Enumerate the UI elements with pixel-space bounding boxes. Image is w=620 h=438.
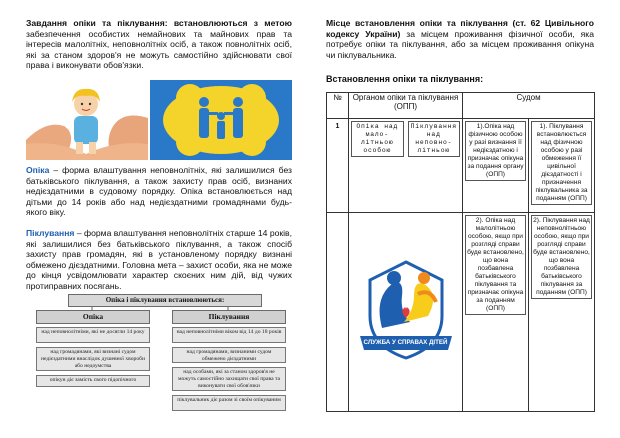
diagram-opika-item: опікун діє замість свого підопічного bbox=[36, 375, 150, 387]
opika-term: Опіка bbox=[26, 165, 50, 175]
court-pikluvannia-2: 2). Піклування над неповнолітньою особою, якщо при розгляді справи буде встановлено, що вона позбавлена батьківського піклування за поданням (ОПП) bbox=[531, 215, 592, 299]
organ-pikluvannia-cell: Піклування над неповно-літньою bbox=[408, 121, 461, 157]
diagram-pikluvannia-item: піклувальник діє разом зі своїм опікуваним bbox=[172, 395, 286, 411]
hands-child-image bbox=[26, 80, 148, 160]
location-text: за місцем проживання фізичної особи, яка потребує опіки та піклування, або за місцем проживання опікуна чи піклувальника. bbox=[326, 28, 594, 60]
opika-text: – форма влаштування неповнолітніх, які залишилися без батьківського піклування, а також захисту прав осіб, визнаних недієздатними в судовому порядку. Опіка встановлюється над дітьми до 14 років або над недієздатними громадянами будь-якого віку. bbox=[26, 165, 292, 218]
family-yellow-image bbox=[150, 80, 292, 160]
diagram-pikluvannia-item: над громадянами, визнаними судом обмежено дієздатними bbox=[172, 347, 286, 363]
col-court-header: Судом bbox=[463, 93, 595, 119]
diagram-title: Опіка і піклування встановлюються: bbox=[68, 294, 262, 307]
pikluvannia-paragraph bbox=[26, 228, 292, 292]
court-opika-2: 2). Опіка над малолітньою особою, якщо при розгляді справи буде встановлено, що вона позбавлена батьківського піклування та призначає опікуна за поданням (ОПП) bbox=[465, 215, 526, 315]
child-service-logo bbox=[356, 258, 456, 366]
opika-paragraph bbox=[26, 165, 292, 218]
pikluvannia-text: – форма влаштування неповнолітніх старше 14 років, які залишилися без батьківського піклування, а також спосіб захисту прав громадян, які в установленому порядку визнані обмежено дієздатними. Головна мета – захист особи, яка не може до кінця усвідомлювати характер скоєних ним дій, від чужих протиправних посягань. bbox=[26, 228, 292, 291]
col-organ-header: Органом опіки та піклування (ОПП) bbox=[349, 93, 463, 119]
intro-paragraph bbox=[26, 18, 292, 71]
location-paragraph bbox=[326, 18, 594, 60]
diagram-opika-item: над громадянами, які визнані судом недієздатними внаслідок душевної хвороби або недоумства bbox=[36, 347, 150, 371]
guardianship-diagram bbox=[26, 294, 290, 418]
col-number-header: № bbox=[327, 93, 349, 119]
diagram-opika-head: Опіка bbox=[36, 310, 150, 324]
establishment-heading: Встановлення опіки та піклування: bbox=[326, 74, 484, 84]
diagram-opika-item: над неповнолітніми, які не досягли 14 року bbox=[36, 327, 150, 343]
court-pikluvannia-1: 1). Піклування встановлюється над фізичною особою у разі обмеження її цивільної дієздатності і призначення піклувальника за поданням (ОПП) bbox=[531, 121, 592, 205]
location-bold: Місце встановлення опіки та піклування (ст. 62 Цивільного кодексу України) bbox=[326, 18, 594, 39]
diagram-pikluvannia-item: над особами, які за станом здоров'я не можуть самостійно захищати свої права та виконувати свої обов'язки bbox=[172, 367, 286, 391]
establishment-table bbox=[326, 92, 595, 412]
intro-bold: Завдання опіки та піклування: встановлюються з метою bbox=[26, 18, 292, 28]
diagram-pikluvannia-head: Піклування bbox=[172, 310, 286, 324]
row-number: 1 bbox=[327, 119, 349, 213]
diagram-pikluvannia-item: над неповнолітніми віком від 14 до 18 років bbox=[172, 327, 286, 343]
pikluvannia-term: Піклування bbox=[26, 228, 75, 238]
logo-caption: СЛУЖБА У СПРАВАХ ДІТЕЙ bbox=[363, 339, 448, 346]
organ-opika-cell: Опіка над мало-літньою особою bbox=[351, 121, 404, 157]
court-opika-1: 1).Опіка над фізичною особою у разі визнання її недієздатною і призначає опікуна за подання органу (ОПП) bbox=[465, 121, 526, 181]
intro-text: забезпечення особистих немайнових та майнових прав та інтересів малолітніх, неповнолітніх осіб, а також повнолітніх осіб, які за станом здоров'я не можуть самостійно здійснювати свої права і виконувати обов'язки. bbox=[26, 28, 292, 71]
